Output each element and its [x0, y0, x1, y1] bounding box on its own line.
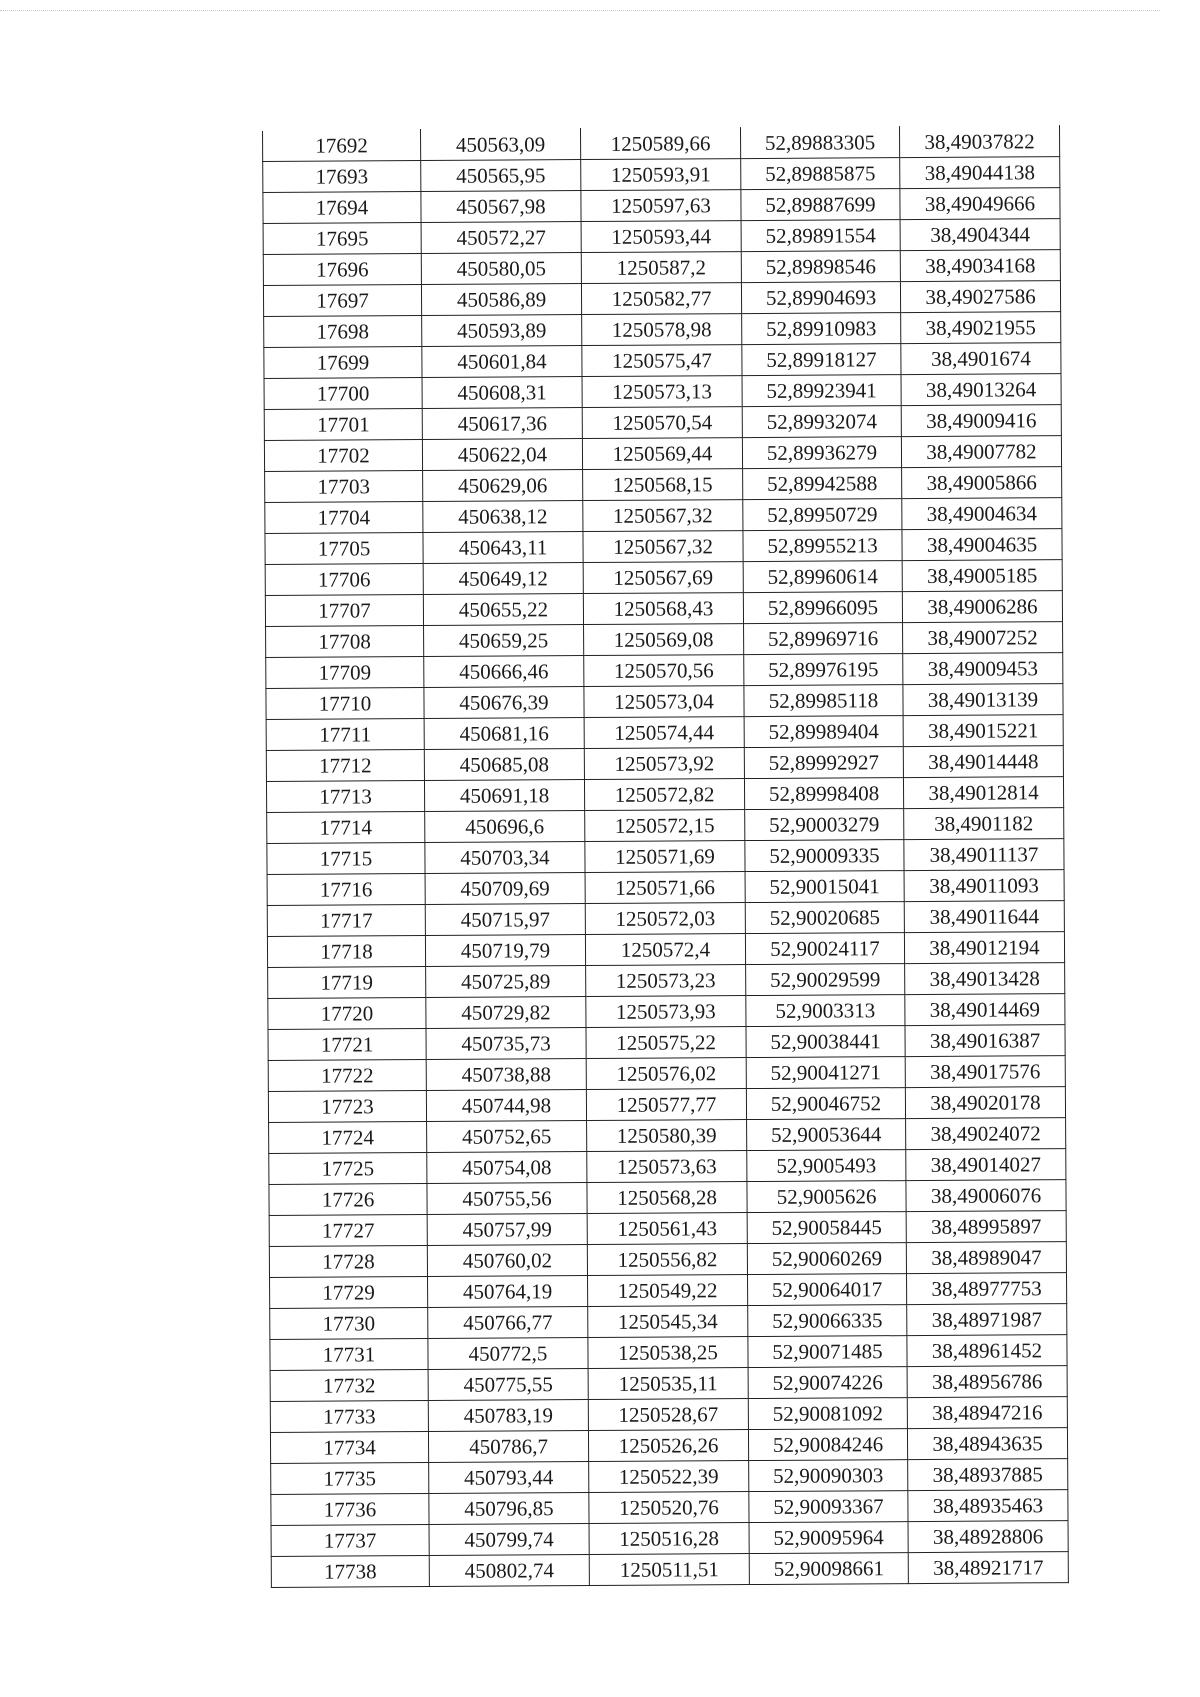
table-row [271, 1490, 1068, 1526]
x-coordinate-cell: 450649,12 [423, 563, 583, 595]
x-coordinate-cell: 450783,19 [428, 1400, 588, 1432]
x-coordinate-cell: 450666,46 [424, 656, 584, 688]
latitude-cell: 52,89904693 [741, 282, 900, 314]
latitude-cell: 52,89891554 [741, 220, 900, 252]
longitude-cell: 38,49009416 [901, 405, 1061, 437]
x-coordinate-cell: 450659,25 [424, 625, 584, 657]
latitude-cell: 52,89887699 [741, 189, 900, 221]
point-number-cell: 17693 [263, 161, 421, 193]
latitude-cell: 52,90029599 [746, 964, 905, 996]
x-coordinate-cell: 450766,77 [428, 1307, 588, 1339]
point-number-cell: 17699 [264, 347, 422, 379]
longitude-cell: 38,48935463 [908, 1490, 1068, 1522]
point-number-cell: 17694 [263, 192, 421, 224]
longitude-cell: 38,4904344 [900, 219, 1060, 251]
latitude-cell: 52,89955213 [743, 530, 902, 562]
table-row [266, 684, 1063, 720]
x-coordinate-cell: 450764,19 [428, 1276, 588, 1308]
latitude-cell: 52,90009335 [745, 840, 904, 872]
x-coordinate-cell: 450643,11 [423, 532, 583, 564]
point-number-cell: 17701 [264, 409, 422, 441]
longitude-cell: 38,49013139 [903, 684, 1063, 716]
x-coordinate-cell: 450685,08 [424, 749, 584, 781]
table-row [265, 498, 1062, 534]
latitude-cell: 52,90024117 [745, 933, 904, 965]
longitude-cell: 38,49021955 [901, 312, 1061, 344]
x-coordinate-cell: 450719,79 [425, 935, 585, 967]
latitude-cell: 52,89910983 [742, 313, 901, 345]
y-coordinate-cell: 1250570,54 [582, 407, 742, 439]
longitude-cell: 38,49012814 [903, 777, 1063, 809]
table-row [264, 343, 1061, 379]
point-number-cell: 17737 [271, 1525, 429, 1557]
table-row [266, 622, 1063, 658]
table-row [263, 281, 1060, 317]
point-number-cell: 17714 [267, 812, 425, 844]
point-number-cell: 17727 [269, 1215, 427, 1247]
point-number-cell: 17718 [267, 936, 425, 968]
longitude-cell: 38,49015221 [903, 715, 1063, 747]
point-number-cell: 17728 [269, 1246, 427, 1278]
point-number-cell: 17711 [266, 719, 424, 751]
longitude-cell: 38,48947216 [907, 1397, 1067, 1429]
y-coordinate-cell: 1250574,44 [584, 717, 744, 749]
point-number-cell: 17720 [268, 998, 426, 1030]
x-coordinate-cell: 450638,12 [423, 501, 583, 533]
x-coordinate-cell: 450754,08 [427, 1152, 587, 1184]
y-coordinate-cell: 1250570,56 [584, 655, 744, 687]
longitude-cell: 38,49013264 [901, 374, 1061, 406]
longitude-cell: 38,48961452 [907, 1335, 1067, 1367]
latitude-cell: 52,89923941 [742, 375, 901, 407]
x-coordinate-cell: 450772,5 [428, 1338, 588, 1370]
x-coordinate-cell: 450735,73 [426, 1028, 586, 1060]
longitude-cell: 38,49014448 [903, 746, 1063, 778]
y-coordinate-cell: 1250573,13 [582, 376, 742, 408]
longitude-cell: 38,49020178 [905, 1087, 1065, 1119]
point-number-cell: 17722 [268, 1060, 426, 1092]
x-coordinate-cell: 450572,27 [421, 222, 581, 254]
table-row [263, 126, 1060, 162]
point-number-cell: 17708 [266, 626, 424, 658]
longitude-cell: 38,49027586 [900, 281, 1060, 313]
longitude-cell: 38,48995897 [906, 1211, 1066, 1243]
y-coordinate-cell: 1250575,22 [586, 1027, 746, 1059]
table-row [267, 839, 1064, 875]
table-row [270, 1366, 1067, 1402]
x-coordinate-cell: 450593,89 [422, 315, 582, 347]
y-coordinate-cell: 1250571,66 [585, 872, 745, 904]
point-number-cell: 17738 [271, 1556, 429, 1588]
y-coordinate-cell: 1250528,67 [588, 1399, 748, 1431]
longitude-cell: 38,49044138 [900, 157, 1060, 189]
x-coordinate-cell: 450752,65 [427, 1121, 587, 1153]
y-coordinate-cell: 1250567,32 [583, 531, 743, 563]
table-row [270, 1397, 1067, 1433]
y-coordinate-cell: 1250520,76 [589, 1492, 749, 1524]
y-coordinate-cell: 1250561,43 [587, 1213, 747, 1245]
y-coordinate-cell: 1250597,63 [581, 190, 741, 222]
longitude-cell: 38,49012194 [904, 932, 1064, 964]
point-number-cell: 17732 [270, 1370, 428, 1402]
x-coordinate-cell: 450676,39 [424, 687, 584, 719]
x-coordinate-cell: 450565,95 [421, 160, 581, 192]
table-row [264, 405, 1061, 441]
x-coordinate-cell: 450703,34 [425, 842, 585, 874]
latitude-cell: 52,90038441 [746, 1026, 905, 1058]
coordinates-table-body [263, 126, 1069, 1588]
y-coordinate-cell: 1250545,34 [588, 1306, 748, 1338]
table-row [268, 994, 1065, 1030]
x-coordinate-cell: 450799,74 [429, 1524, 589, 1556]
y-coordinate-cell: 1250571,69 [585, 841, 745, 873]
point-number-cell: 17702 [264, 440, 422, 472]
y-coordinate-cell: 1250572,4 [585, 934, 745, 966]
x-coordinate-cell: 450793,44 [429, 1462, 589, 1494]
table-row [263, 157, 1060, 193]
table-row [269, 1180, 1066, 1216]
point-number-cell: 17692 [263, 130, 421, 162]
y-coordinate-cell: 1250568,43 [583, 593, 743, 625]
x-coordinate-cell: 450757,99 [427, 1214, 587, 1246]
y-coordinate-cell: 1250577,77 [586, 1089, 746, 1121]
latitude-cell: 52,89969716 [744, 623, 903, 655]
point-number-cell: 17723 [268, 1091, 426, 1123]
y-coordinate-cell: 1250580,39 [587, 1120, 747, 1152]
longitude-cell: 38,4901182 [904, 808, 1064, 840]
table-row [268, 1025, 1065, 1061]
table-row [267, 870, 1064, 906]
y-coordinate-cell: 1250578,98 [582, 314, 742, 346]
table-row [264, 436, 1061, 472]
longitude-cell: 38,49009453 [903, 653, 1063, 685]
scan-edge-line [0, 10, 1160, 11]
x-coordinate-cell: 450601,84 [422, 346, 582, 378]
longitude-cell: 38,49037822 [899, 126, 1059, 158]
point-number-cell: 17721 [268, 1029, 426, 1061]
longitude-cell: 38,49013428 [905, 963, 1065, 995]
point-number-cell: 17736 [271, 1494, 429, 1526]
point-number-cell: 17707 [265, 595, 423, 627]
point-number-cell: 17735 [271, 1463, 429, 1495]
point-number-cell: 17696 [263, 254, 421, 286]
x-coordinate-cell: 450563,09 [421, 129, 581, 161]
latitude-cell: 52,89918127 [742, 344, 901, 376]
longitude-cell: 38,49011093 [904, 870, 1064, 902]
latitude-cell: 52,89960614 [743, 561, 902, 593]
longitude-cell: 38,49005185 [902, 560, 1062, 592]
y-coordinate-cell: 1250538,25 [588, 1337, 748, 1369]
latitude-cell: 52,89883305 [740, 127, 899, 159]
x-coordinate-cell: 450655,22 [423, 594, 583, 626]
coordinates-table [262, 125, 1069, 1588]
point-number-cell: 17729 [270, 1277, 428, 1309]
table-row [268, 1087, 1065, 1123]
table-row [265, 529, 1062, 565]
table-row [269, 1149, 1066, 1185]
x-coordinate-cell: 450580,05 [421, 253, 581, 285]
latitude-cell: 52,89985118 [744, 685, 903, 717]
latitude-cell: 52,89936279 [742, 437, 901, 469]
point-number-cell: 17709 [266, 657, 424, 689]
point-number-cell: 17715 [267, 843, 425, 875]
x-coordinate-cell: 450567,98 [421, 191, 581, 223]
x-coordinate-cell: 450744,98 [426, 1090, 586, 1122]
table-row [269, 1118, 1066, 1154]
x-coordinate-cell: 450755,56 [427, 1183, 587, 1215]
longitude-cell: 38,49007782 [901, 436, 1061, 468]
latitude-cell: 52,90053644 [747, 1119, 906, 1151]
y-coordinate-cell: 1250576,02 [586, 1058, 746, 1090]
point-number-cell: 17698 [264, 316, 422, 348]
y-coordinate-cell: 1250589,66 [580, 128, 740, 160]
point-number-cell: 17731 [270, 1339, 428, 1371]
y-coordinate-cell: 1250587,2 [581, 252, 741, 284]
y-coordinate-cell: 1250582,77 [581, 283, 741, 315]
latitude-cell: 52,90060269 [747, 1243, 906, 1275]
table-row [271, 1459, 1068, 1495]
longitude-cell: 38,49014469 [905, 994, 1065, 1026]
x-coordinate-cell: 450715,97 [425, 904, 585, 936]
y-coordinate-cell: 1250567,69 [583, 562, 743, 594]
y-coordinate-cell: 1250573,23 [586, 965, 746, 997]
y-coordinate-cell: 1250573,04 [584, 686, 744, 718]
latitude-cell: 52,90074226 [748, 1367, 907, 1399]
x-coordinate-cell: 450725,89 [426, 966, 586, 998]
x-coordinate-cell: 450586,89 [421, 284, 581, 316]
longitude-cell: 38,49007252 [903, 622, 1063, 654]
table-row [264, 312, 1061, 348]
point-number-cell: 17703 [265, 471, 423, 503]
latitude-cell: 52,90098661 [749, 1553, 908, 1585]
latitude-cell: 52,90041271 [746, 1057, 905, 1089]
table-row [263, 250, 1060, 286]
latitude-cell: 52,90093367 [749, 1491, 908, 1523]
x-coordinate-cell: 450629,06 [423, 470, 583, 502]
point-number-cell: 17734 [270, 1432, 428, 1464]
y-coordinate-cell: 1250569,08 [584, 624, 744, 656]
x-coordinate-cell: 450709,69 [425, 873, 585, 905]
y-coordinate-cell: 1250568,15 [583, 469, 743, 501]
x-coordinate-cell: 450622,04 [422, 439, 582, 471]
table-row [265, 560, 1062, 596]
y-coordinate-cell: 1250511,51 [589, 1554, 749, 1586]
point-number-cell: 17697 [263, 285, 421, 317]
y-coordinate-cell: 1250572,15 [585, 810, 745, 842]
latitude-cell: 52,90071485 [748, 1336, 907, 1368]
table-row [269, 1242, 1066, 1278]
latitude-cell: 52,89898546 [741, 251, 900, 283]
longitude-cell: 38,48971987 [907, 1304, 1067, 1336]
table-row [266, 653, 1063, 689]
longitude-cell: 38,49005866 [902, 467, 1062, 499]
latitude-cell: 52,90046752 [746, 1088, 905, 1120]
y-coordinate-cell: 1250573,93 [586, 996, 746, 1028]
table-row [270, 1428, 1067, 1464]
latitude-cell: 52,9005493 [747, 1150, 906, 1182]
latitude-cell: 52,90015041 [745, 871, 904, 903]
longitude-cell: 38,49014027 [906, 1149, 1066, 1181]
latitude-cell: 52,89950729 [743, 499, 902, 531]
table-row [271, 1521, 1068, 1557]
table-row [267, 901, 1064, 937]
table-row [265, 591, 1062, 627]
longitude-cell: 38,49034168 [900, 250, 1060, 282]
table-row [263, 188, 1060, 224]
point-number-cell: 17726 [269, 1184, 427, 1216]
x-coordinate-cell: 450608,31 [422, 377, 582, 409]
latitude-cell: 52,9003313 [746, 995, 905, 1027]
table-row [266, 715, 1063, 751]
latitude-cell: 52,89992927 [744, 747, 903, 779]
longitude-cell: 38,49017576 [905, 1056, 1065, 1088]
y-coordinate-cell: 1250522,39 [589, 1461, 749, 1493]
longitude-cell: 38,49004635 [902, 529, 1062, 561]
point-number-cell: 17695 [263, 223, 421, 255]
longitude-cell: 38,49004634 [902, 498, 1062, 530]
longitude-cell: 38,48921717 [908, 1552, 1068, 1584]
y-coordinate-cell: 1250516,28 [589, 1523, 749, 1555]
table-row [266, 746, 1063, 782]
longitude-cell: 38,48989047 [906, 1242, 1066, 1274]
table-row [263, 219, 1060, 255]
latitude-cell: 52,89966095 [743, 592, 902, 624]
y-coordinate-cell: 1250573,92 [584, 748, 744, 780]
latitude-cell: 52,90020685 [745, 902, 904, 934]
point-number-cell: 17704 [265, 502, 423, 534]
longitude-cell: 38,49049666 [900, 188, 1060, 220]
y-coordinate-cell: 1250569,44 [582, 438, 742, 470]
y-coordinate-cell: 1250549,22 [588, 1275, 748, 1307]
point-number-cell: 17733 [270, 1401, 428, 1433]
point-number-cell: 17719 [268, 967, 426, 999]
table-row [265, 467, 1062, 503]
longitude-cell: 38,49006286 [902, 591, 1062, 623]
latitude-cell: 52,90084246 [748, 1429, 907, 1461]
point-number-cell: 17713 [266, 781, 424, 813]
point-number-cell: 17717 [267, 905, 425, 937]
x-coordinate-cell: 450796,85 [429, 1493, 589, 1525]
y-coordinate-cell: 1250575,47 [582, 345, 742, 377]
table-row [264, 374, 1061, 410]
table-row [271, 1552, 1068, 1588]
point-number-cell: 17705 [265, 533, 423, 565]
y-coordinate-cell: 1250535,11 [588, 1368, 748, 1400]
point-number-cell: 17716 [267, 874, 425, 906]
x-coordinate-cell: 450775,55 [428, 1369, 588, 1401]
latitude-cell: 52,90081092 [748, 1398, 907, 1430]
latitude-cell: 52,90058445 [747, 1212, 906, 1244]
y-coordinate-cell: 1250572,82 [584, 779, 744, 811]
point-number-cell: 17725 [269, 1153, 427, 1185]
latitude-cell: 52,89932074 [742, 406, 901, 438]
table-row [270, 1273, 1067, 1309]
x-coordinate-cell: 450691,18 [424, 780, 584, 812]
longitude-cell: 38,49024072 [906, 1118, 1066, 1150]
x-coordinate-cell: 450729,82 [426, 997, 586, 1029]
point-number-cell: 17730 [270, 1308, 428, 1340]
y-coordinate-cell: 1250568,28 [587, 1182, 747, 1214]
x-coordinate-cell: 450738,88 [426, 1059, 586, 1091]
point-number-cell: 17700 [264, 378, 422, 410]
y-coordinate-cell: 1250593,91 [581, 159, 741, 191]
point-number-cell: 17710 [266, 688, 424, 720]
latitude-cell: 52,89976195 [744, 654, 903, 686]
y-coordinate-cell: 1250567,32 [583, 500, 743, 532]
y-coordinate-cell: 1250572,03 [585, 903, 745, 935]
y-coordinate-cell: 1250593,44 [581, 221, 741, 253]
latitude-cell: 52,89942588 [743, 468, 902, 500]
latitude-cell: 52,89885875 [741, 158, 900, 190]
table-row [270, 1304, 1067, 1340]
latitude-cell: 52,90066335 [748, 1305, 907, 1337]
x-coordinate-cell: 450802,74 [429, 1555, 589, 1587]
longitude-cell: 38,48937885 [908, 1459, 1068, 1491]
point-number-cell: 17712 [266, 750, 424, 782]
point-number-cell: 17724 [269, 1122, 427, 1154]
latitude-cell: 52,9005626 [747, 1181, 906, 1213]
latitude-cell: 52,90064017 [748, 1274, 907, 1306]
longitude-cell: 38,49006076 [906, 1180, 1066, 1212]
table-row [268, 963, 1065, 999]
latitude-cell: 52,90003279 [745, 809, 904, 841]
x-coordinate-cell: 450681,16 [424, 718, 584, 750]
longitude-cell: 38,49011137 [904, 839, 1064, 871]
longitude-cell: 38,49011644 [904, 901, 1064, 933]
table-row [270, 1335, 1067, 1371]
longitude-cell: 38,48977753 [906, 1273, 1066, 1305]
table-row [268, 1056, 1065, 1092]
y-coordinate-cell: 1250573,63 [587, 1151, 747, 1183]
longitude-cell: 38,48928806 [908, 1521, 1068, 1553]
table-row [267, 932, 1064, 968]
table-row [266, 777, 1063, 813]
x-coordinate-cell: 450617,36 [422, 408, 582, 440]
longitude-cell: 38,49016387 [905, 1025, 1065, 1057]
y-coordinate-cell: 1250526,26 [588, 1430, 748, 1462]
longitude-cell: 38,48956786 [907, 1366, 1067, 1398]
y-coordinate-cell: 1250556,82 [587, 1244, 747, 1276]
table-row [269, 1211, 1066, 1247]
latitude-cell: 52,90095964 [749, 1522, 908, 1554]
x-coordinate-cell: 450696,6 [425, 811, 585, 843]
latitude-cell: 52,89998408 [744, 778, 903, 810]
x-coordinate-cell: 450760,02 [427, 1245, 587, 1277]
longitude-cell: 38,4901674 [901, 343, 1061, 375]
latitude-cell: 52,89989404 [744, 716, 903, 748]
latitude-cell: 52,90090303 [749, 1460, 908, 1492]
point-number-cell: 17706 [265, 564, 423, 596]
x-coordinate-cell: 450786,7 [428, 1431, 588, 1463]
table-row [267, 808, 1064, 844]
longitude-cell: 38,48943635 [907, 1428, 1067, 1460]
